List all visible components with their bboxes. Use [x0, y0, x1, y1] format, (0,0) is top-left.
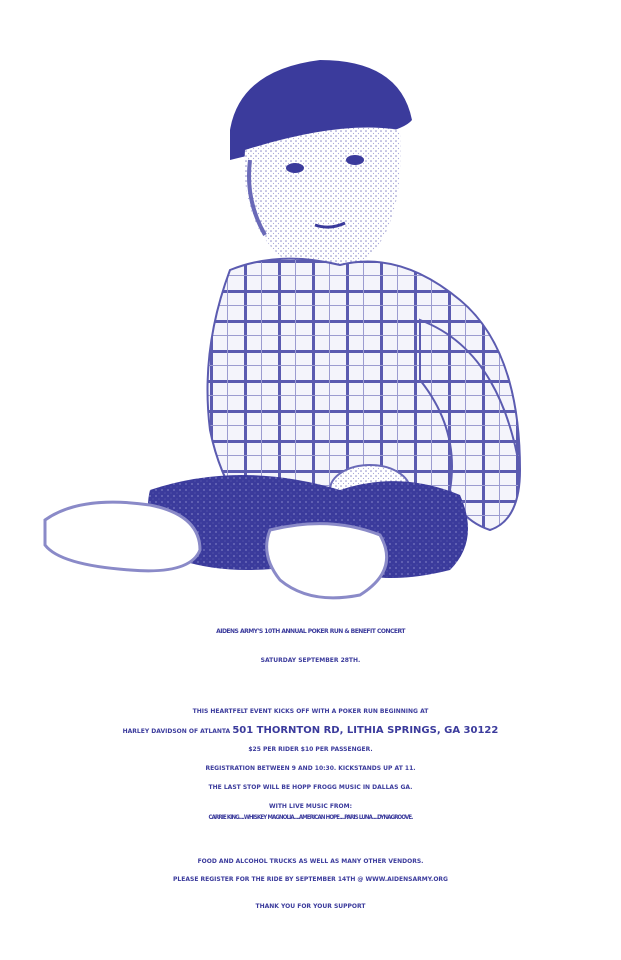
band-lineup: CARRIE KING....WHISKEY MAGNOLIA....AMERICAN HOPE....PARIS LUNA....DYNAGROOVE.: [208, 814, 413, 821]
price-line: $25 PER RIDER $10 PER PASSENGER.: [248, 746, 373, 753]
right-shoe: [267, 524, 387, 598]
face: [245, 128, 401, 272]
left-shoe: [45, 502, 200, 571]
child-photo: [40, 50, 560, 610]
last-stop-line: THE LAST STOP WILL BE HOPP FROGG MUSIC IN DALLAS GA.: [208, 784, 413, 791]
venue-address: 501 THORNTON RD, LITHIA SPRINGS, GA 30122: [232, 725, 499, 736]
thank-you-line: THANK YOU FOR YOUR SUPPORT: [255, 903, 366, 910]
register-line: PLEASE REGISTER FOR THE RIDE BY SEPTEMBER 14TH @ WWW.AIDENSARMY.ORG: [173, 876, 448, 883]
music-intro-line: WITH LIVE MUSIC FROM:: [268, 803, 353, 810]
event-date: SATURDAY SEPTEMBER 28TH.: [260, 657, 361, 664]
registration-line: REGISTRATION BETWEEN 9 AND 10:30. KICKSTANDS UP AT 11.: [205, 765, 416, 772]
intro-line: THIS HEARTFELT EVENT KICKS OFF WITH A POKER RUN BEGINNING AT: [192, 708, 429, 715]
food-line: FOOD AND ALCOHOL TRUCKS AS WELL AS MANY OTHER VENDORS.: [197, 858, 424, 865]
event-title: AIDENS ARMY'S 10TH ANNUAL POKER RUN & BENEFIT CONCERT: [216, 628, 405, 635]
venue-name: HARLEY DAVIDSON OF ATLANTA: [122, 728, 231, 735]
